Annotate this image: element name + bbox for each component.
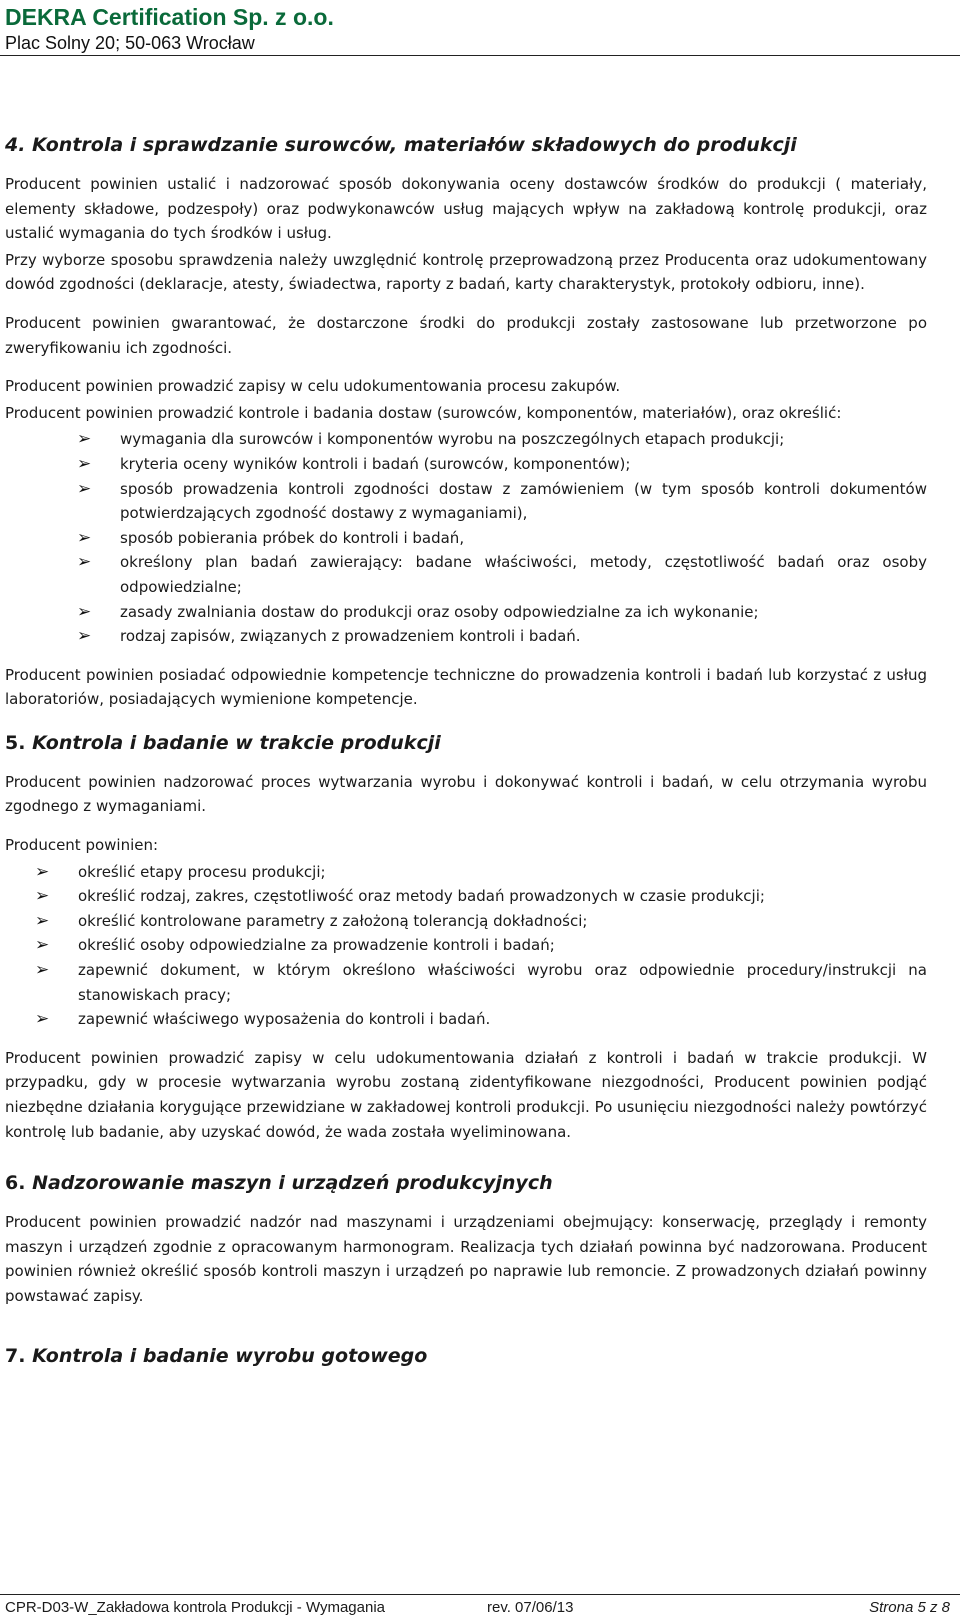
list-item: ➢ zasady zwalniania dostaw do produkcji oraz osoby odpowiedzialne za ich wykonanie; xyxy=(77,601,759,622)
header-divider xyxy=(0,55,960,56)
list-item: ➢ wymagania dla surowców i komponentów wyrobu na poszczególnych etapach produkcji; xyxy=(77,429,785,450)
section-4-paragraph: Przy wyborze sposobu sprawdzenia należy uwzględnić kontrolę przeprowadzoną przez Producenta oraz udokumentowany dowód zgodności (deklaracje, atesty, świadectwa, raporty z badań, karty charakterystyk, protokoły odbioru, inne). xyxy=(5,250,927,294)
list-item: ➢ określić kontrolowane parametry z założoną tolerancją dokładności; xyxy=(35,910,588,931)
section-4-paragraph: Producent powinien gwarantować, że dostarczone środki do produkcji zostały zastosowane lub przetworzone po zweryfikowaniu ich zgodności. xyxy=(5,313,927,357)
arrow-bullet-icon: ➢ xyxy=(35,1009,50,1030)
company-address: Plac Solny 20; 50-063 Wrocław xyxy=(5,33,255,53)
section-4-list xyxy=(5,427,927,648)
arrow-bullet-icon: ➢ xyxy=(77,429,92,450)
section-5-closing: Producent powinien prowadzić zapisy w celu udokumentowania działań z kontroli i badań w trakcie produkcji. W przypadku, gdy w procesie wytwarzania wyrobu zostaną zidentyfikowane niezgodności, Producent powinien podjąć niezbędne działania korygujące przewidziane w zakładowej kontroli produkcji. Po usunięciu niezgodności należy powtórzyć kontrolę lub badanie, aby uzyskać dowód, że wada została wyeliminowana. xyxy=(5,1048,927,1141)
section-6-heading: 6. Nadzorowanie maszyn i urządzeń produkcyjnych xyxy=(5,1172,553,1195)
arrow-bullet-icon: ➢ xyxy=(77,478,92,499)
section-5-list xyxy=(5,860,927,1032)
list-item: ➢ zapewnić dokument, w którym określono właściwości wyrobu oraz odpowiednie procedury/instrukcji na stanowiskach pracy; xyxy=(35,960,927,1004)
page-header xyxy=(5,4,955,54)
arrow-bullet-icon: ➢ xyxy=(77,626,92,647)
footer-divider xyxy=(0,1594,960,1595)
list-item: ➢ sposób prowadzenia kontroli zgodności dostaw z zamówieniem (w tym sposób kontroli dokumentów potwierdzających zgodność dostawy z wymaganiami), xyxy=(77,478,927,523)
list-item: ➢ sposób pobierania próbek do kontroli i badań, xyxy=(77,527,465,548)
arrow-bullet-icon: ➢ xyxy=(35,861,50,882)
arrow-bullet-icon: ➢ xyxy=(35,935,50,956)
list-item: ➢ rodzaj zapisów, związanych z prowadzeniem kontroli i badań. xyxy=(77,626,581,647)
list-item: ➢ zapewnić właściwego wyposażenia do kontroli i badań. xyxy=(35,1009,491,1030)
arrow-bullet-icon: ➢ xyxy=(77,527,92,548)
list-item: ➢ określić osoby odpowiedzialne za prowadzenie kontroli i badań; xyxy=(35,935,555,956)
section-7-heading: 7. Kontrola i badanie wyrobu gotowego xyxy=(5,1344,428,1367)
list-item: ➢ określony plan badań zawierający: badane właściwości, metody, częstotliwość badań oraz osoby odpowiedzialne; xyxy=(77,552,927,596)
arrow-bullet-icon: ➢ xyxy=(35,910,50,931)
arrow-bullet-icon: ➢ xyxy=(35,886,50,907)
arrow-bullet-icon: ➢ xyxy=(77,601,92,622)
list-item: ➢ określić etapy procesu produkcji; xyxy=(35,861,326,882)
arrow-bullet-icon: ➢ xyxy=(35,960,50,981)
arrow-bullet-icon: ➢ xyxy=(77,552,92,573)
footer-document-name: CPR-D03-W_Zakładowa kontrola Produkcji - Wymagania xyxy=(5,1599,386,1616)
section-4-paragraph: Producent powinien prowadzić zapisy w celu udokumentowania procesu zakupów. xyxy=(5,377,621,396)
company-name: DEKRA Certification Sp. z o.o. xyxy=(5,4,334,30)
section-5-intro: Producent powinien nadzorować proces wytwarzania wyrobu i dokonywać kontroli i badań, w celu otrzymania wyrobu zgodnego z wymaganiami. xyxy=(5,772,927,816)
list-item: ➢ określić rodzaj, zakres, częstotliwość oraz metody badań prowadzonych w czasie produkcji; xyxy=(35,886,765,907)
footer-page-number: Strona 5 z 8 xyxy=(869,1599,950,1616)
arrow-bullet-icon: ➢ xyxy=(77,453,92,474)
section-4-closing: Producent powinien posiadać odpowiednie kompetencje techniczne do prowadzenia kontroli i badań lub korzystać z usług laboratoriów, posiadających wymienione kompetencje. xyxy=(5,665,927,709)
list-item: ➢ kryteria oceny wyników kontroli i badań (surowców, komponentów); xyxy=(77,453,631,474)
section-6-body: Producent powinien prowadzić nadzór nad maszynami i urządzeniami obejmujący: konserwację, przeglądy i remonty maszyn i urządzeń zgodnie z opracowanym harmonogram. Realizacja tych działań powinna być nadzorowana. Producent powinien również określić sposób kontroli maszyn i urządzeń po naprawie lub remoncie. Z prowadzonych działań powinny powstawać zapisy. xyxy=(5,1213,927,1305)
section-4-heading: 4. Kontrola i sprawdzanie surowców, materiałów składowych do produkcji xyxy=(5,134,797,156)
footer-revision: rev. 07/06/13 xyxy=(487,1599,574,1616)
section-4-paragraph: Producent powinien ustalić i nadzorować sposób dokonywania oceny dostawców środków do produkcji ( materiały, elementy składowe, podzespoły) oraz podwykonawców usług mających wpływ na zakładową kontrolę produkcji, oraz ustalić wymagania do tych środków i usług. xyxy=(5,175,927,243)
section-5-lead: Producent powinien: xyxy=(5,836,159,855)
section-4-paragraph: Producent powinien prowadzić kontrole i badania dostaw (surowców, komponentów, materiałów), oraz określić: xyxy=(5,403,842,422)
section-5-heading: 5. Kontrola i badanie w trakcie produkcji xyxy=(5,731,441,754)
document-body xyxy=(5,132,927,1383)
